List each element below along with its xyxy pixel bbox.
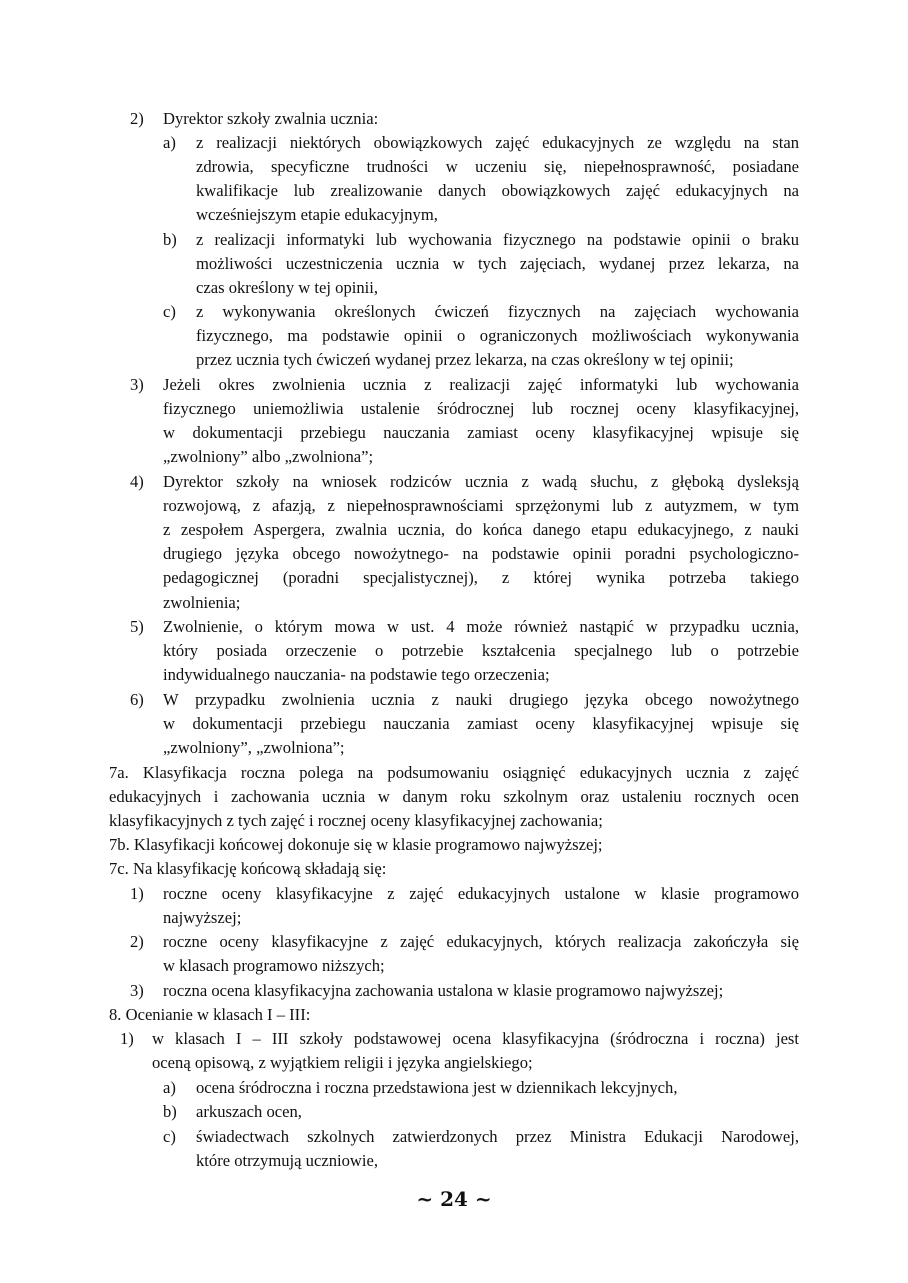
paragraph-line: roczne oceny klasyfikacyjne z zajęć edukacyjnych ustalone w klasie programowo [163,884,799,903]
paragraph-line: rozwojową, z afazją, z niepełnosprawnościami sprzężonymi lub z autyzmem, w tym [163,496,799,515]
paragraph-line: oceną opisową, z wyjątkiem religii i języka angielskiego; [152,1053,533,1072]
paragraph-line: z realizacji niektórych obowiązkowych zajęć edukacyjnych ze względu na stan [196,133,799,152]
paragraph-line: „zwolniony” albo „zwolniona”; [163,447,374,466]
paragraph-line: czas określony w tej opinii, [196,278,379,297]
list-marker: b) [163,230,177,249]
paragraph-line: Dyrektor szkoły na wniosek rodziców ucznia z wadą słuchu, z głęboką dysleksją [163,472,799,491]
paragraph-line: arkuszach ocen, [196,1102,302,1121]
list-marker: 4) [130,472,144,491]
page-number: ~ 24 ~ [416,1187,492,1211]
paragraph-line: Zwolnienie, o którym mowa w ust. 4 może również nastąpić w przypadku ucznia, [163,617,799,636]
list-marker: 3) [130,375,144,394]
paragraph-line: możliwości uczestniczenia ucznia w tych zajęciach, wydanej przez lekarza, na [196,254,799,273]
section-heading: 7b. Klasyfikacji końcowej dokonuje się w klasie programowo najwyższej; [109,835,603,854]
list-marker: 1) [120,1029,134,1048]
section-heading: 7c. Na klasyfikację końcową składają się: [109,859,387,878]
paragraph-line: pedagogicznej (poradni specjalistycznej), z której wynika potrzeba takiego [163,568,799,587]
paragraph-line: przez ucznia tych ćwiczeń wydanej przez lekarza, na czas określony w tej opinii; [196,350,734,369]
list-marker: a) [163,133,176,152]
list-marker: a) [163,1078,176,1097]
paragraph-line: z wykonywania określonych ćwiczeń fizycznych na zajęciach wychowania [196,302,799,321]
list-marker: b) [163,1102,177,1121]
list-marker: c) [163,1127,176,1146]
list-marker: 1) [130,884,144,903]
paragraph-line: wcześniejszym etapie edukacyjnym, [196,205,438,224]
paragraph-line: w klasach programowo niższych; [163,956,385,975]
list-marker: 3) [130,981,144,1000]
paragraph-line: które otrzymują uczniowie, [196,1151,379,1170]
paragraph-line: W przypadku zwolnienia ucznia z nauki drugiego języka obcego nowożytnego [163,690,799,709]
paragraph-line: zdrowia, specyficzne trudności w uczeniu się, niepełnosprawność, posiadane [196,157,799,176]
paragraph-line: „zwolniony”, „zwolniona”; [163,738,345,757]
paragraph-line: z realizacji informatyki lub wychowania fizycznego na podstawie opinii o braku [196,230,799,249]
list-marker: 2) [130,109,144,128]
paragraph-line: indywidualnego nauczania- na podstawie tego orzeczenia; [163,665,550,684]
list-marker: 6) [130,690,144,709]
list-marker: 5) [130,617,144,636]
section-heading: 7a. Klasyfikacja roczna polega na podsumowaniu osiągnięć edukacyjnych ucznia z zajęć [109,763,799,782]
paragraph-line: który posiada orzeczenie o potrzebie kształcenia specjalnego lub o potrzebie [163,641,799,660]
paragraph-line: roczna ocena klasyfikacyjna zachowania ustalona w klasie programowo najwyższej; [163,981,724,1000]
paragraph-line: w dokumentacji przebiegu nauczania zamiast oceny klasyfikacyjnej wpisuje się [163,714,799,733]
paragraph-line: ocena śródroczna i roczna przedstawiona jest w dziennikach lekcyjnych, [196,1078,678,1097]
list-marker: 2) [130,932,144,951]
paragraph-line: z zespołem Aspergera, zwalnia ucznia, do końca danego etapu edukacyjnego, z nauki [163,520,799,539]
paragraph-line: roczne oceny klasyfikacyjne z zajęć edukacyjnych, których realizacja zakończyła się [163,932,799,951]
paragraph-line: w dokumentacji przebiegu nauczania zamiast oceny klasyfikacyjnej wpisuje się [163,423,799,442]
section-heading: 8. Ocenianie w klasach I – III: [109,1005,311,1024]
list-marker: c) [163,302,176,321]
paragraph-line: Dyrektor szkoły zwalnia ucznia: [163,109,379,128]
paragraph-line: fizycznego, ma podstawie opinii o ograniczonych możliwościach wykonywania [196,326,799,345]
paragraph-line: kwalifikacje lub zrealizowanie danych obowiązkowych zajęć edukacyjnych na [196,181,799,200]
paragraph-line: w klasach I – III szkoły podstawowej ocena klasyfikacyjna (śródroczna i roczna) jest [152,1029,799,1048]
paragraph-line: Jeżeli okres zwolnienia ucznia z realizacji zajęć informatyki lub wychowania [163,375,799,394]
paragraph-line: najwyższej; [163,908,242,927]
paragraph-line: świadectwach szkolnych zatwierdzonych przez Ministra Edukacji Narodowej, [196,1127,799,1146]
paragraph-line: drugiego języka obcego nowożytnego- na podstawie opinii poradni psychologiczno- [163,544,799,563]
paragraph-line: klasyfikacyjnych z tych zajęć i rocznej oceny klasyfikacyjnej zachowania; [109,811,603,830]
paragraph-line: zwolnienia; [163,593,241,612]
paragraph-line: edukacyjnych i zachowania ucznia w danym roku szkolnym oraz ustaleniu rocznych ocen [109,787,799,806]
paragraph-line: fizycznego uniemożliwia ustalenie śródrocznej lub rocznej oceny klasyfikacyjnej, [163,399,799,418]
